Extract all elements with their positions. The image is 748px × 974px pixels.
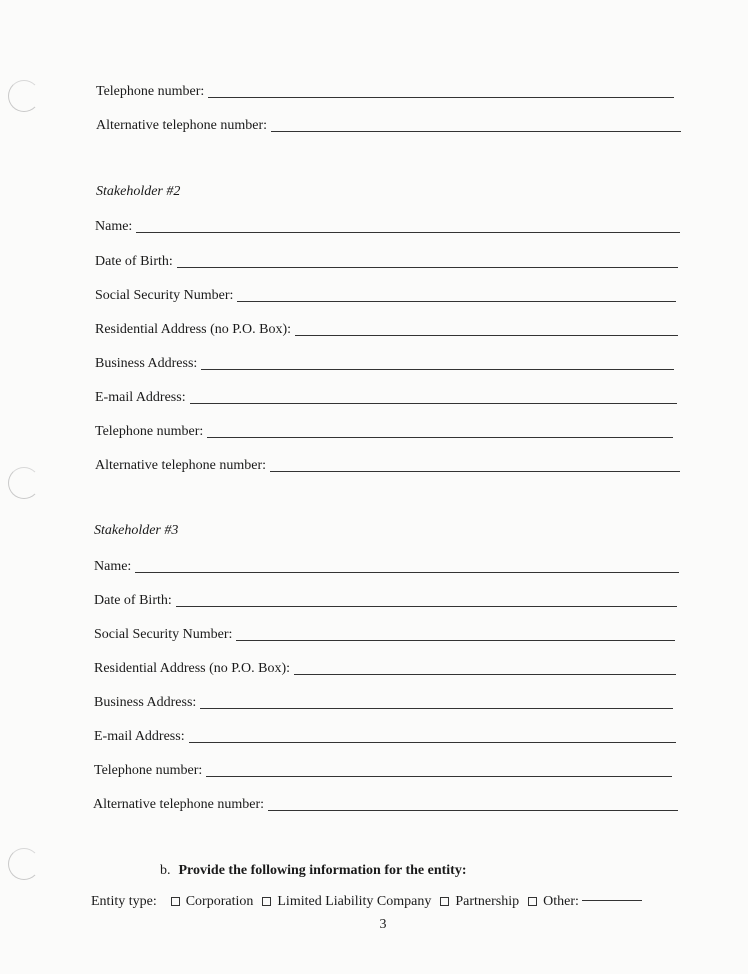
s3-alt-telephone-label: Alternative telephone number: [93, 797, 265, 812]
s2-residential-label: Residential Address (no P.O. Box): [95, 322, 291, 337]
checkbox-llc[interactable] [262, 897, 271, 906]
s3-email-field[interactable] [94, 726, 676, 746]
option-llc[interactable] [262, 893, 431, 911]
telephone-field[interactable] [96, 81, 674, 101]
s3-email-label: E-mail Address: [94, 729, 185, 744]
stakeholder-3-heading: Stakeholder #3 [94, 523, 179, 538]
s3-telephone-field[interactable] [94, 760, 672, 780]
alt-telephone-field[interactable] [96, 115, 681, 135]
option-partnership[interactable] [440, 893, 519, 911]
s2-name-line[interactable] [136, 232, 680, 233]
s3-dob-label: Date of Birth: [94, 593, 172, 608]
s2-email-line[interactable] [190, 403, 677, 404]
s2-dob-field[interactable] [95, 251, 678, 271]
s3-dob-field[interactable] [94, 590, 677, 610]
entity-type-label: Entity type: [91, 894, 157, 909]
option-corporation[interactable] [171, 893, 254, 911]
option-label: Other: [543, 894, 579, 909]
s3-name-field[interactable] [94, 556, 679, 576]
checkbox-corporation[interactable] [171, 897, 180, 906]
s2-email-field[interactable] [95, 387, 677, 407]
s3-ssn-line[interactable] [236, 640, 675, 641]
s3-residential-line[interactable] [294, 674, 676, 675]
s3-residential-label: Residential Address (no P.O. Box): [94, 661, 290, 676]
s2-telephone-field[interactable] [95, 421, 673, 441]
binder-hole [8, 80, 40, 112]
s2-telephone-label: Telephone number: [95, 424, 204, 439]
other-line[interactable] [582, 900, 642, 901]
stakeholder-2-heading: Stakeholder #2 [96, 184, 181, 199]
s2-alt-telephone-line[interactable] [270, 471, 680, 472]
s2-dob-line[interactable] [177, 267, 678, 268]
s2-ssn-label: Social Security Number: [95, 288, 234, 303]
s3-business-field[interactable] [94, 692, 673, 712]
checkbox-other[interactable] [528, 897, 537, 906]
s2-residential-line[interactable] [295, 335, 678, 336]
binder-hole [8, 848, 40, 880]
s2-business-line[interactable] [201, 369, 674, 370]
entity-instruction [160, 862, 467, 880]
s2-email-label: E-mail Address: [95, 390, 186, 405]
s2-residential-field[interactable] [95, 319, 678, 339]
binder-hole [8, 467, 40, 499]
s3-name-line[interactable] [135, 572, 679, 573]
option-label: Limited Liability Company [277, 894, 432, 909]
s3-residential-field[interactable] [94, 658, 676, 678]
s2-name-label: Name: [95, 219, 133, 234]
telephone-label: Telephone number: [96, 84, 205, 99]
list-marker: b. [160, 863, 171, 878]
s3-ssn-label: Social Security Number: [94, 627, 233, 642]
s2-name-field[interactable] [95, 216, 680, 236]
s3-dob-line[interactable] [176, 606, 677, 607]
s2-ssn-line[interactable] [237, 301, 676, 302]
s2-dob-label: Date of Birth: [95, 254, 173, 269]
s3-business-label: Business Address: [94, 695, 197, 710]
s3-name-label: Name: [94, 559, 132, 574]
s3-telephone-line[interactable] [206, 776, 672, 777]
s3-email-line[interactable] [189, 742, 676, 743]
alt-telephone-label: Alternative telephone number: [96, 118, 268, 133]
option-label: Partnership [455, 894, 520, 909]
s3-alt-telephone-field[interactable] [93, 794, 678, 814]
entity-type-row [91, 893, 651, 911]
option-label: Corporation [185, 894, 254, 909]
s2-business-field[interactable] [95, 353, 674, 373]
s3-business-line[interactable] [200, 708, 673, 709]
s2-business-label: Business Address: [95, 356, 198, 371]
s2-alt-telephone-label: Alternative telephone number: [95, 458, 267, 473]
page-number: 3 [379, 917, 387, 932]
option-other[interactable] [528, 893, 642, 911]
checkbox-partnership[interactable] [440, 897, 449, 906]
s2-telephone-line[interactable] [207, 437, 673, 438]
s3-ssn-field[interactable] [94, 624, 675, 644]
alt-telephone-line[interactable] [271, 131, 681, 132]
s3-alt-telephone-line[interactable] [268, 810, 678, 811]
telephone-line[interactable] [208, 97, 674, 98]
s2-ssn-field[interactable] [95, 285, 676, 305]
instruction-text: Provide the following information for the entity: [178, 863, 467, 878]
s2-alt-telephone-field[interactable] [95, 455, 680, 475]
s3-telephone-label: Telephone number: [94, 763, 203, 778]
